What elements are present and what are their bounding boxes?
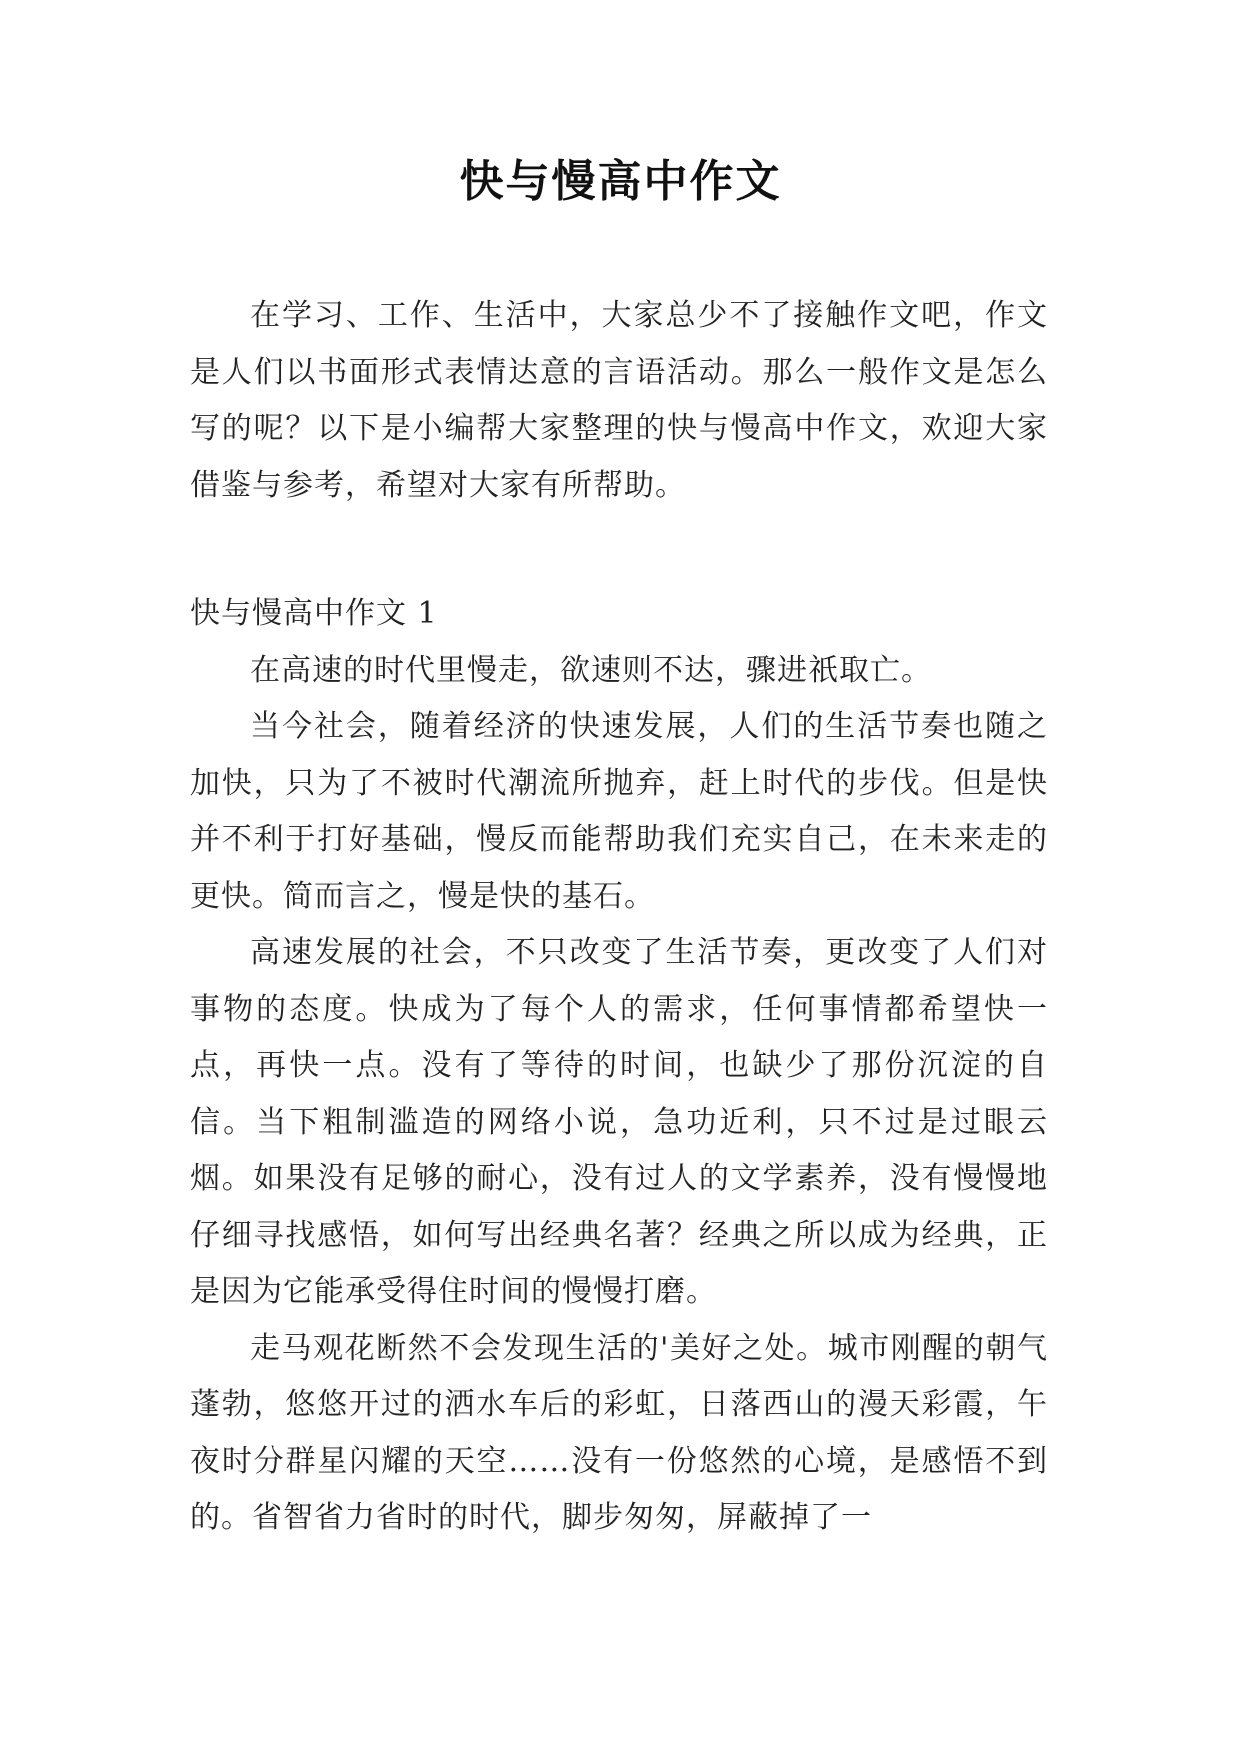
- body-paragraph: 当今社会，随着经济的快速发展，人们的生活节奏也随之加快，只为了不被时代潮流所抛弃，赶上时代的步伐。但是快并不利于打好基础，慢反而能帮助我们充实自己，在未来走的更快。简而言之，慢是快的基石。: [190, 709, 1048, 914]
- intro-paragraph: 在学习、工作、生活中，大家总少不了接触作文吧，作文是人们以书面形式表情达意的言语活动。那么一般作文是怎么写的呢？以下是小编帮大家整理的快与慢高中作文，欢迎大家借鉴与参考，希望对大家有所帮助。: [190, 298, 1048, 503]
- intro-section: [190, 288, 1048, 514]
- section-heading: 快与慢高中作文 1: [190, 596, 438, 631]
- document-title: 快与慢高中作文: [459, 156, 782, 207]
- body-paragraph: 走马观花断然不会发现生活的'美好之处。城市刚醒的朝气蓬勃，悠悠开过的洒水车后的彩虹，日落西山的漫天彩霞，午夜时分群星闪耀的天空……没有一份悠然的心境，是感悟不到的。省智省力省时的时代，脚步匆匆，屏蔽掉了一: [190, 1330, 1048, 1535]
- body-paragraph: 高速发展的社会，不只改变了生活节奏，更改变了人们对事物的态度。快成为了每个人的需求，任何事情都希望快一点，再快一点。没有了等待的时间，也缺少了那份沉淀的自信。当下粗制滥造的网络小说，急功近利，只不过是过眼云烟。如果没有足够的耐心，没有过人的文学素养，没有慢慢地仔细寻找感悟，如何写出经典名著？经典之所以成为经典，正是因为它能承受得住时间的慢慢打磨。: [190, 935, 1048, 1309]
- body-paragraph: 在高速的时代里慢走，欲速则不达，骤进祇取亡。: [250, 652, 932, 688]
- essay-section-1: [190, 586, 1048, 1547]
